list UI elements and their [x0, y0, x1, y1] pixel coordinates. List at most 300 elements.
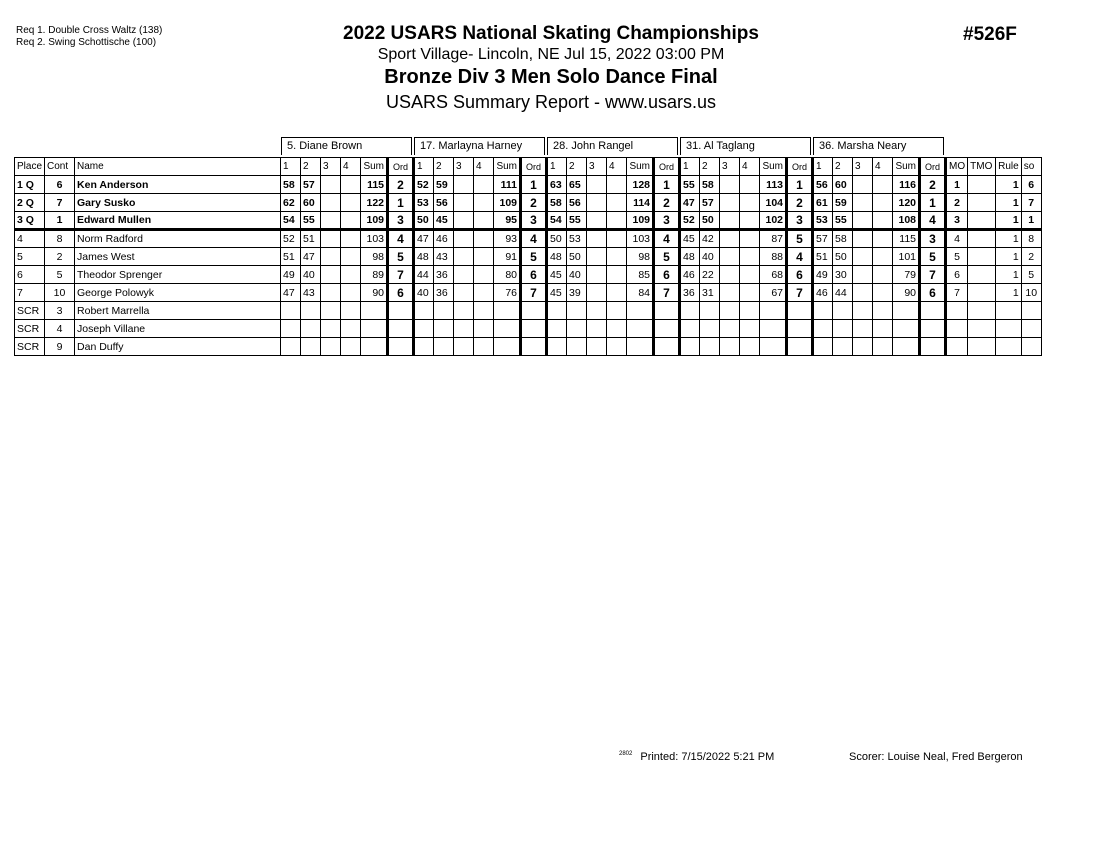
mo-cell — [946, 320, 968, 338]
score-cell: 39 — [567, 284, 587, 302]
score-cell: 65 — [567, 176, 587, 194]
score-cell: 45 — [547, 266, 567, 284]
sum-cell: 90 — [893, 284, 920, 302]
sum-cell: 103 — [627, 230, 654, 248]
sum-cell: 115 — [893, 230, 920, 248]
score-cell: 58 — [700, 176, 720, 194]
score-cell — [474, 194, 494, 212]
sum-cell: 128 — [627, 176, 654, 194]
col-ord: Ord — [787, 158, 813, 176]
skater-name: Theodor Sprenger — [75, 266, 281, 284]
score-cell — [720, 338, 740, 356]
col-mo: MO — [946, 158, 968, 176]
so-cell — [1021, 320, 1041, 338]
score-cell — [873, 302, 893, 320]
score-cell — [587, 338, 607, 356]
sum-cell: 111 — [494, 176, 521, 194]
score-cell — [321, 266, 341, 284]
column-header-row — [15, 158, 1042, 176]
score-cell — [720, 320, 740, 338]
score-cell — [853, 194, 873, 212]
championship-title: 2022 USARS National Skating Championships — [343, 23, 759, 44]
table-row — [15, 266, 1042, 284]
score-cell — [321, 302, 341, 320]
score-cell: 36 — [434, 284, 454, 302]
ordinal-cell — [521, 320, 547, 338]
score-cell — [321, 194, 341, 212]
ordinal-cell — [920, 302, 946, 320]
sum-cell: 109 — [361, 212, 388, 230]
score-cell: 46 — [680, 266, 700, 284]
score-cell — [853, 320, 873, 338]
col-figure-j2: 2 — [833, 158, 853, 176]
so-cell: 10 — [1021, 284, 1041, 302]
col-figure-j4: 4 — [740, 158, 760, 176]
score-cell — [454, 302, 474, 320]
col-so: so — [1021, 158, 1041, 176]
cont-cell: 9 — [45, 338, 75, 356]
score-cell — [720, 266, 740, 284]
col-figure-j3: 3 — [321, 158, 341, 176]
score-cell: 55 — [680, 176, 700, 194]
score-cell — [474, 284, 494, 302]
score-cell — [873, 230, 893, 248]
col-figure-j1: 1 — [414, 158, 434, 176]
col-figure-j4: 4 — [341, 158, 361, 176]
score-cell — [587, 194, 607, 212]
col-figure-j3: 3 — [454, 158, 474, 176]
col-sum: Sum — [760, 158, 787, 176]
ordinal-cell: 4 — [388, 230, 414, 248]
ordinal-cell: 5 — [654, 248, 680, 266]
col-figure-j4: 4 — [873, 158, 893, 176]
table-row — [15, 248, 1042, 266]
ordinal-cell: 6 — [920, 284, 946, 302]
score-cell: 44 — [833, 284, 853, 302]
score-cell: 51 — [281, 248, 301, 266]
requirement-2: Req 2. Swing Schottische (100) — [16, 37, 157, 48]
sum-cell: 76 — [494, 284, 521, 302]
so-cell — [1021, 338, 1041, 356]
score-cell — [434, 338, 454, 356]
ordinal-cell — [920, 320, 946, 338]
score-cell — [321, 248, 341, 266]
score-cell — [853, 230, 873, 248]
rule-cell: 1 — [996, 194, 1022, 212]
score-cell: 48 — [680, 248, 700, 266]
score-cell — [454, 338, 474, 356]
skater-name: Dan Duffy — [75, 338, 281, 356]
sum-cell — [893, 338, 920, 356]
ordinal-cell — [787, 320, 813, 338]
score-cell: 45 — [434, 212, 454, 230]
sum-cell — [494, 320, 521, 338]
score-cell — [853, 338, 873, 356]
col-rule: Rule — [996, 158, 1022, 176]
cont-cell: 8 — [45, 230, 75, 248]
rule-cell: 1 — [996, 212, 1022, 230]
score-cell — [414, 338, 434, 356]
ordinal-cell: 4 — [521, 230, 547, 248]
col-ord: Ord — [521, 158, 547, 176]
ordinal-cell — [388, 338, 414, 356]
sum-cell — [361, 320, 388, 338]
col-sum: Sum — [494, 158, 521, 176]
cont-cell: 3 — [45, 302, 75, 320]
score-cell — [587, 302, 607, 320]
score-cell — [587, 266, 607, 284]
sum-cell: 102 — [760, 212, 787, 230]
score-cell: 40 — [414, 284, 434, 302]
score-cell — [474, 302, 494, 320]
col-figure-j1: 1 — [281, 158, 301, 176]
judge-name: 31. Al Taglang — [680, 137, 811, 155]
score-cell: 57 — [700, 194, 720, 212]
score-cell — [474, 338, 494, 356]
score-cell — [587, 248, 607, 266]
score-cell — [873, 212, 893, 230]
score-cell — [607, 302, 627, 320]
score-cell — [680, 302, 700, 320]
score-cell: 59 — [434, 176, 454, 194]
sum-cell: 93 — [494, 230, 521, 248]
score-cell — [720, 212, 740, 230]
score-cell — [607, 284, 627, 302]
score-cell — [720, 194, 740, 212]
ordinal-cell: 4 — [787, 248, 813, 266]
tmo-cell — [968, 284, 996, 302]
ordinal-cell: 5 — [787, 230, 813, 248]
ordinal-cell: 1 — [654, 176, 680, 194]
score-cell: 58 — [547, 194, 567, 212]
scorer-info: Scorer: Louise Neal, Fred Bergeron — [849, 751, 1023, 763]
mo-cell: 6 — [946, 266, 968, 284]
score-cell: 53 — [414, 194, 434, 212]
score-cell — [607, 266, 627, 284]
col-figure-j2: 2 — [301, 158, 321, 176]
score-cell — [281, 302, 301, 320]
score-cell — [474, 212, 494, 230]
ordinal-cell: 4 — [920, 212, 946, 230]
score-cell — [607, 230, 627, 248]
place-cell: 5 — [15, 248, 45, 266]
score-cell — [587, 212, 607, 230]
col-tmo: TMO — [968, 158, 996, 176]
score-cell: 40 — [700, 248, 720, 266]
score-cell — [700, 320, 720, 338]
sum-cell — [361, 302, 388, 320]
score-cell: 46 — [434, 230, 454, 248]
score-cell — [607, 212, 627, 230]
judge-name: 28. John Rangel — [547, 137, 678, 155]
tmo-cell — [968, 212, 996, 230]
sum-cell: 90 — [361, 284, 388, 302]
score-cell — [454, 284, 474, 302]
score-cell: 47 — [301, 248, 321, 266]
cont-cell: 7 — [45, 194, 75, 212]
score-cell — [853, 248, 873, 266]
col-figure-j4: 4 — [607, 158, 627, 176]
ordinal-cell: 1 — [787, 176, 813, 194]
score-cell — [740, 176, 760, 194]
score-cell — [853, 176, 873, 194]
tmo-cell — [968, 320, 996, 338]
score-cell — [853, 212, 873, 230]
sum-cell: 122 — [361, 194, 388, 212]
score-cell — [434, 320, 454, 338]
mo-cell — [946, 338, 968, 356]
sum-cell: 115 — [361, 176, 388, 194]
so-cell: 1 — [1021, 212, 1041, 230]
sum-cell: 113 — [760, 176, 787, 194]
score-cell — [607, 194, 627, 212]
ordinal-cell: 5 — [920, 248, 946, 266]
score-cell: 55 — [567, 212, 587, 230]
score-cell — [740, 230, 760, 248]
col-figure-j1: 1 — [680, 158, 700, 176]
score-cell: 31 — [700, 284, 720, 302]
score-cell — [853, 284, 873, 302]
score-cell — [833, 302, 853, 320]
sum-cell — [893, 320, 920, 338]
score-cell — [873, 266, 893, 284]
report-header — [300, 22, 802, 114]
score-cell: 55 — [833, 212, 853, 230]
score-cell — [740, 284, 760, 302]
score-cell: 47 — [680, 194, 700, 212]
rule-cell: 1 — [996, 248, 1022, 266]
score-cell — [454, 230, 474, 248]
mo-cell: 5 — [946, 248, 968, 266]
sum-cell: 98 — [627, 248, 654, 266]
ordinal-cell: 3 — [787, 212, 813, 230]
ordinal-cell: 6 — [654, 266, 680, 284]
venue-line: Sport Village- Lincoln, NE Jul 15, 2022 03:00 PM — [377, 46, 725, 63]
rule-cell — [996, 338, 1022, 356]
printed-info — [619, 751, 774, 763]
tmo-cell — [968, 338, 996, 356]
score-cell — [740, 320, 760, 338]
ordinal-cell: 5 — [388, 248, 414, 266]
score-cell: 56 — [434, 194, 454, 212]
rule-cell: 1 — [996, 230, 1022, 248]
ordinal-cell — [388, 302, 414, 320]
score-cell — [454, 212, 474, 230]
mo-cell: 2 — [946, 194, 968, 212]
col-figure-j1: 1 — [547, 158, 567, 176]
score-cell — [853, 266, 873, 284]
so-cell: 5 — [1021, 266, 1041, 284]
tmo-cell — [968, 194, 996, 212]
score-cell: 63 — [547, 176, 567, 194]
judge-name: 5. Diane Brown — [281, 137, 412, 155]
ordinal-cell: 2 — [388, 176, 414, 194]
score-cell — [740, 212, 760, 230]
tmo-cell — [968, 230, 996, 248]
score-cell — [474, 176, 494, 194]
rule-cell: 1 — [996, 176, 1022, 194]
ordinal-cell: 3 — [654, 212, 680, 230]
ordinal-cell — [920, 338, 946, 356]
score-cell: 51 — [813, 248, 833, 266]
col-figure-j2: 2 — [567, 158, 587, 176]
ordinal-cell: 7 — [388, 266, 414, 284]
ordinal-cell — [787, 302, 813, 320]
cont-cell: 1 — [45, 212, 75, 230]
col-sum: Sum — [627, 158, 654, 176]
sum-cell: 120 — [893, 194, 920, 212]
sum-cell: 114 — [627, 194, 654, 212]
score-cell: 52 — [414, 176, 434, 194]
score-cell — [414, 302, 434, 320]
rule-cell — [996, 320, 1022, 338]
score-cell — [607, 320, 627, 338]
ordinal-cell — [388, 320, 414, 338]
requirements — [16, 25, 162, 49]
score-cell: 30 — [833, 266, 853, 284]
score-cell: 49 — [281, 266, 301, 284]
score-cell — [873, 176, 893, 194]
sum-cell: 91 — [494, 248, 521, 266]
score-cell: 44 — [414, 266, 434, 284]
score-cell: 52 — [680, 212, 700, 230]
cont-cell: 5 — [45, 266, 75, 284]
score-cell — [341, 284, 361, 302]
sum-cell — [760, 320, 787, 338]
ordinal-cell: 3 — [388, 212, 414, 230]
score-cell: 60 — [833, 176, 853, 194]
score-cell: 50 — [414, 212, 434, 230]
score-cell — [301, 302, 321, 320]
col-ord: Ord — [920, 158, 946, 176]
score-cell — [680, 338, 700, 356]
sum-cell: 89 — [361, 266, 388, 284]
score-cell — [474, 266, 494, 284]
requirement-1: Req 1. Double Cross Waltz (138) — [16, 25, 163, 36]
mo-cell: 1 — [946, 176, 968, 194]
sum-cell — [760, 338, 787, 356]
score-cell — [740, 194, 760, 212]
score-cell — [474, 248, 494, 266]
score-cell: 50 — [700, 212, 720, 230]
sum-cell: 116 — [893, 176, 920, 194]
score-cell — [587, 320, 607, 338]
score-cell: 55 — [301, 212, 321, 230]
score-cell — [474, 320, 494, 338]
score-cell — [341, 176, 361, 194]
score-cell — [341, 230, 361, 248]
place-cell: 2 Q — [15, 194, 45, 212]
score-cell — [321, 338, 341, 356]
ordinal-cell — [654, 302, 680, 320]
score-cell — [813, 338, 833, 356]
so-cell — [1021, 302, 1041, 320]
score-cell — [720, 284, 740, 302]
score-cell: 59 — [833, 194, 853, 212]
ordinal-cell: 7 — [654, 284, 680, 302]
score-cell: 53 — [567, 230, 587, 248]
col-ord: Ord — [654, 158, 680, 176]
score-cell: 58 — [281, 176, 301, 194]
rule-cell: 1 — [996, 284, 1022, 302]
score-cell: 54 — [281, 212, 301, 230]
score-cell: 61 — [813, 194, 833, 212]
sum-cell: 84 — [627, 284, 654, 302]
table-row — [15, 284, 1042, 302]
rule-cell: 1 — [996, 266, 1022, 284]
score-cell — [700, 338, 720, 356]
score-cell — [547, 338, 567, 356]
score-cell — [833, 338, 853, 356]
sum-cell — [760, 302, 787, 320]
printed-timestamp: Printed: 7/15/2022 5:21 PM — [640, 751, 775, 763]
skater-name: Edward Mullen — [75, 212, 281, 230]
cont-cell: 4 — [45, 320, 75, 338]
score-cell: 22 — [700, 266, 720, 284]
ordinal-cell: 2 — [521, 194, 547, 212]
mo-cell: 4 — [946, 230, 968, 248]
score-cell — [607, 248, 627, 266]
ordinal-cell: 5 — [521, 248, 547, 266]
score-cell — [454, 194, 474, 212]
col-figure-j3: 3 — [587, 158, 607, 176]
sum-cell: 103 — [361, 230, 388, 248]
sum-cell — [494, 338, 521, 356]
score-cell: 42 — [700, 230, 720, 248]
score-cell — [341, 212, 361, 230]
score-cell: 40 — [301, 266, 321, 284]
col-ord: Ord — [388, 158, 414, 176]
score-cell — [341, 320, 361, 338]
so-cell: 8 — [1021, 230, 1041, 248]
score-cell: 57 — [813, 230, 833, 248]
place-cell: SCR — [15, 338, 45, 356]
ordinal-cell: 7 — [521, 284, 547, 302]
ordinal-cell: 1 — [521, 176, 547, 194]
score-cell: 36 — [434, 266, 454, 284]
score-cell — [341, 266, 361, 284]
ordinal-cell — [654, 320, 680, 338]
score-cell: 43 — [301, 284, 321, 302]
score-cell — [740, 248, 760, 266]
score-cell: 47 — [281, 284, 301, 302]
score-cell — [341, 248, 361, 266]
mo-cell — [946, 302, 968, 320]
event-title: Bronze Div 3 Men Solo Dance Final — [384, 66, 718, 88]
col-figure-j3: 3 — [720, 158, 740, 176]
place-cell: 1 Q — [15, 176, 45, 194]
score-cell: 36 — [680, 284, 700, 302]
ordinal-cell: 6 — [388, 284, 414, 302]
score-cell — [740, 302, 760, 320]
sum-cell: 109 — [494, 194, 521, 212]
score-cell — [414, 320, 434, 338]
col-sum: Sum — [361, 158, 388, 176]
score-cell — [341, 338, 361, 356]
ordinal-cell: 2 — [654, 194, 680, 212]
sum-cell: 101 — [893, 248, 920, 266]
table-row — [15, 338, 1042, 356]
score-cell — [341, 302, 361, 320]
score-cell — [700, 302, 720, 320]
score-cell — [740, 338, 760, 356]
score-cell — [281, 320, 301, 338]
sum-cell — [627, 320, 654, 338]
score-cell: 58 — [833, 230, 853, 248]
ordinal-cell: 6 — [521, 266, 547, 284]
score-cell — [813, 302, 833, 320]
score-cell: 50 — [547, 230, 567, 248]
